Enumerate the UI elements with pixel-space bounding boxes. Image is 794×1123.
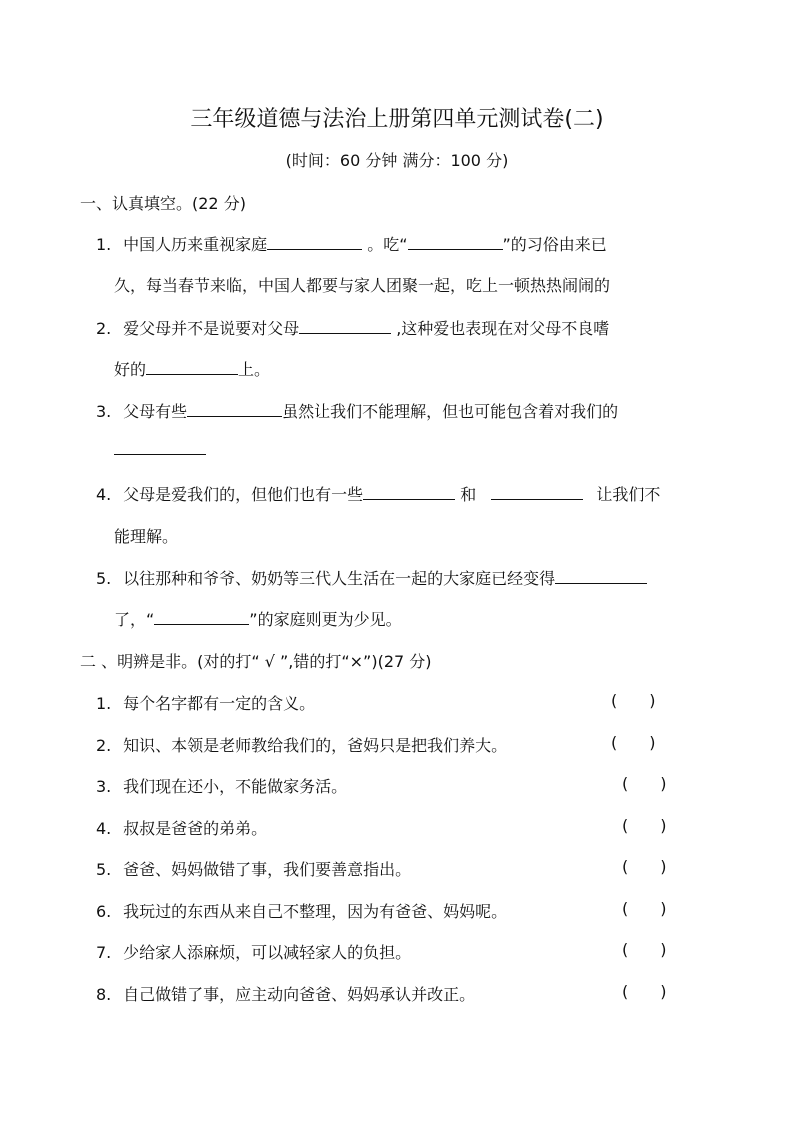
question-number: 6. <box>96 902 112 921</box>
bracket-open: ( <box>611 691 618 710</box>
fill-question-1 <box>96 232 607 255</box>
bracket-close: ) <box>660 857 667 876</box>
question-text: ,这种爱也表现在对父母不良嗜 <box>396 319 610 338</box>
answer-blank[interactable] <box>299 319 391 334</box>
question-text-continued: 能理解。 <box>114 527 179 546</box>
question-text: ”的习俗由来已 <box>502 235 607 254</box>
question-text: 少给家人添麻烦，可以减轻家人的负担。 <box>123 943 412 962</box>
answer-bracket[interactable] <box>622 899 667 918</box>
bracket-open: ( <box>622 816 629 835</box>
question-text-continued <box>114 440 206 459</box>
answer-blank[interactable] <box>187 402 282 417</box>
question-number: 3. <box>96 402 112 421</box>
bracket-close: ) <box>649 691 656 710</box>
question-text: 好的 <box>114 360 147 379</box>
answer-blank[interactable] <box>146 360 238 375</box>
judge-item <box>96 733 507 756</box>
question-number: 5. <box>96 860 112 879</box>
question-text: 。吃“ <box>367 235 408 254</box>
bracket-close: ) <box>660 940 667 959</box>
question-text: 让我们不 <box>596 485 661 504</box>
answer-blank[interactable] <box>114 440 206 455</box>
bracket-close: ) <box>660 816 667 835</box>
answer-bracket[interactable] <box>611 691 656 710</box>
question-text: 我们现在还小，不能做家务活。 <box>123 777 348 796</box>
question-text: 了，“ <box>114 610 155 629</box>
question-text: 自己做错了事，应主动向爸爸、妈妈承认并改正。 <box>123 985 476 1004</box>
question-number: 2. <box>96 319 112 338</box>
fill-question-5 <box>96 566 647 589</box>
question-number: 1. <box>96 694 112 713</box>
exam-info: (时间：60 分钟 满分：100 分) <box>285 151 509 170</box>
section1-heading: 一、认真填空。(22 分) <box>80 194 246 213</box>
fill-question-4 <box>96 482 660 505</box>
question-text-continued: 久，每当春节来临，中国人都要与家人团聚一起，吃上一顿热热闹闹的 <box>114 276 611 295</box>
bracket-open: ( <box>622 940 629 959</box>
judge-item <box>96 816 267 839</box>
section2-heading: 二 、明辨是非。(对的打“ √ ”,错的打“×”)(27 分) <box>80 652 432 671</box>
question-text: 爸爸、妈妈做错了事，我们要善意指出。 <box>123 860 412 879</box>
answer-bracket[interactable] <box>622 857 667 876</box>
question-text: 爱父母并不是说要对父母 <box>123 319 300 338</box>
question-text: 中国人历来重视家庭 <box>123 235 268 254</box>
bracket-close: ) <box>649 733 656 752</box>
judge-item <box>96 774 347 797</box>
bracket-open: ( <box>622 774 629 793</box>
bracket-open: ( <box>622 899 629 918</box>
judge-item <box>96 982 475 1005</box>
answer-blank[interactable] <box>408 235 503 250</box>
bracket-close: ) <box>660 774 667 793</box>
question-number: 2. <box>96 736 112 755</box>
fill-question-2 <box>96 316 609 339</box>
question-text: 以往那种和爷爷、奶奶等三代人生活在一起的大家庭已经变得 <box>123 569 556 588</box>
bracket-open: ( <box>622 982 629 1001</box>
question-number: 8. <box>96 985 112 1004</box>
question-text: 上。 <box>238 360 271 379</box>
question-number: 7. <box>96 943 112 962</box>
question-number: 5. <box>96 569 112 588</box>
bracket-close: ) <box>660 899 667 918</box>
answer-bracket[interactable] <box>611 733 656 752</box>
question-text: ”的家庭则更为少见。 <box>249 610 402 629</box>
answer-bracket[interactable] <box>622 774 667 793</box>
question-text: 我玩过的东西从来自己不整理，因为有爸爸、妈妈呢。 <box>123 902 508 921</box>
answer-blank[interactable] <box>491 485 583 500</box>
question-text-continued <box>114 607 402 630</box>
judge-item <box>96 899 507 922</box>
answer-bracket[interactable] <box>622 816 667 835</box>
question-text: 父母有些 <box>123 402 188 421</box>
answer-blank[interactable] <box>363 485 455 500</box>
question-text: 每个名字都有一定的含义。 <box>123 694 316 713</box>
answer-blank[interactable] <box>154 610 249 625</box>
question-number: 4. <box>96 819 112 838</box>
question-number: 3. <box>96 777 112 796</box>
question-number: 4. <box>96 485 112 504</box>
answer-blank[interactable] <box>555 569 647 584</box>
answer-bracket[interactable] <box>622 940 667 959</box>
answer-blank[interactable] <box>267 235 362 250</box>
answer-bracket[interactable] <box>622 982 667 1001</box>
fill-question-3 <box>96 399 618 422</box>
judge-item <box>96 940 411 963</box>
page-title: 三年级道德与法治上册第四单元测试卷(二) <box>190 107 604 132</box>
bracket-open: ( <box>611 733 618 752</box>
question-text: 虽然让我们不能理解，但也可能包含着对我们的 <box>282 402 619 421</box>
question-text: 叔叔是爸爸的弟弟。 <box>123 819 268 838</box>
question-text: 和 <box>460 485 477 504</box>
question-text: 知识、本领是老师教给我们的，爸妈只是把我们养大。 <box>123 736 508 755</box>
judge-item <box>96 857 411 880</box>
question-text-continued <box>114 357 270 380</box>
question-number: 1. <box>96 235 112 254</box>
bracket-close: ) <box>660 982 667 1001</box>
bracket-open: ( <box>622 857 629 876</box>
question-text: 父母是爱我们的，但他们也有一些 <box>123 485 364 504</box>
judge-item <box>96 691 315 714</box>
